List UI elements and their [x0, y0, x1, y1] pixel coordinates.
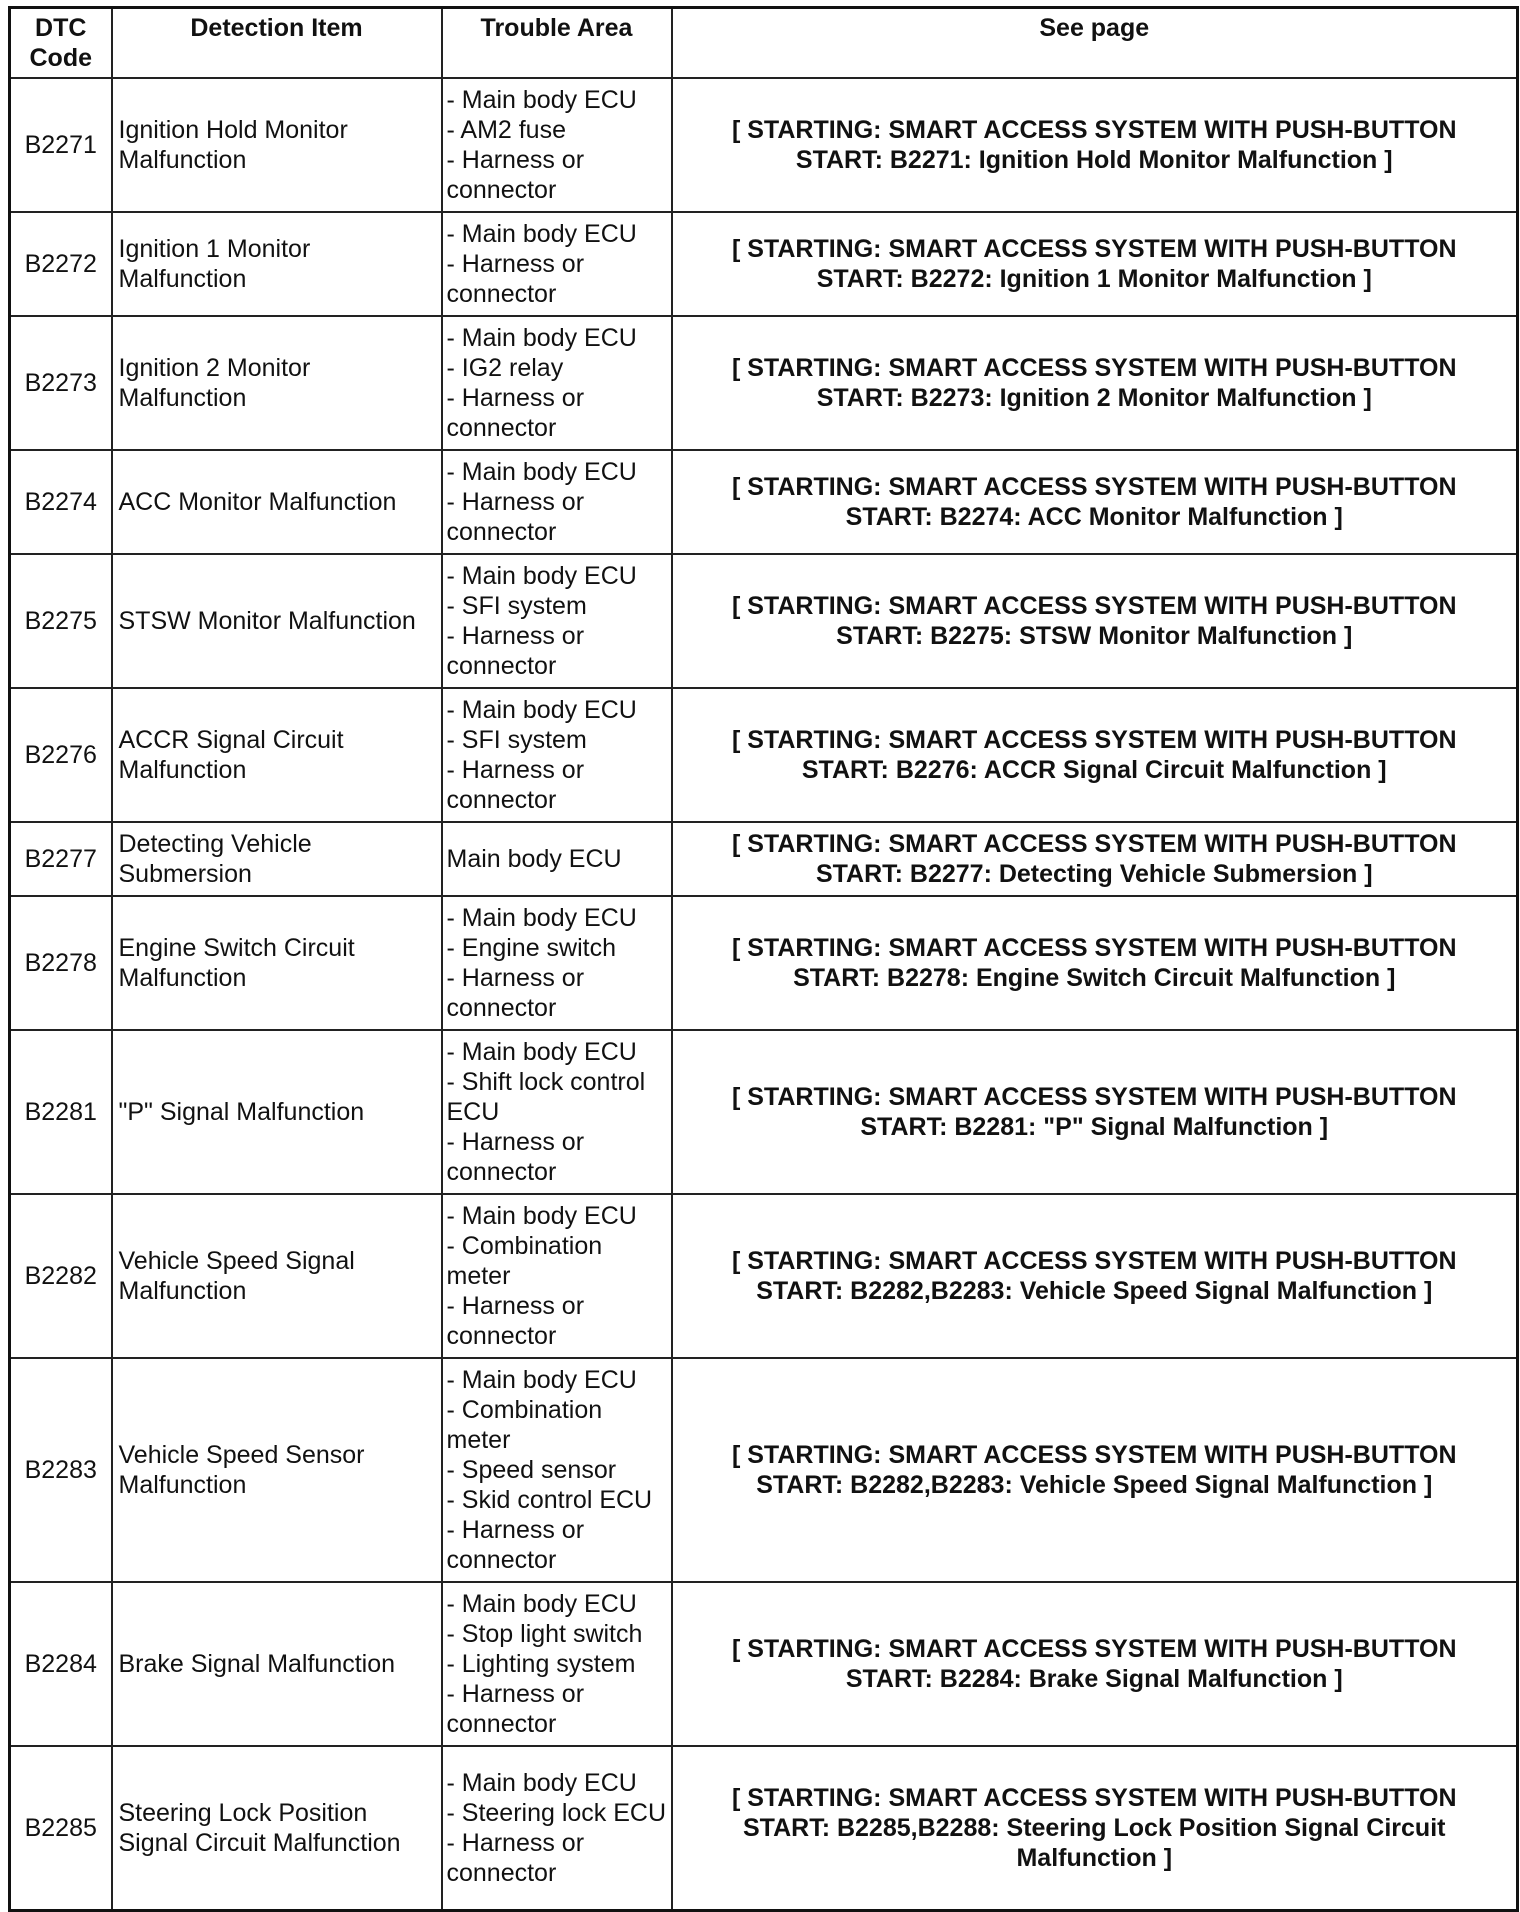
- trouble-area: [442, 316, 672, 450]
- trouble-line: - Main body ECU: [446, 220, 637, 248]
- trouble-area: [442, 1582, 672, 1746]
- detection-item: Steering Lock Position Signal Circuit Malfunction: [112, 1746, 442, 1910]
- see-page-link[interactable]: [ STARTING: SMART ACCESS SYSTEM WITH PUSH-BUTTON START: B2282,B2283: Vehicle Speed Signal Malfunction ]: [672, 1194, 1518, 1358]
- detection-item: Vehicle Speed Sensor Malfunction: [112, 1358, 442, 1582]
- header-dtc-code: DTC Code: [10, 8, 112, 79]
- table-row: [10, 1030, 1518, 1194]
- detection-item: Engine Switch Circuit Malfunction: [112, 896, 442, 1030]
- trouble-line: - Main body ECU: [446, 324, 637, 352]
- table-row: [10, 896, 1518, 1030]
- table-row: [10, 450, 1518, 554]
- dtc-table: [8, 6, 1519, 1912]
- trouble-line: - Shift lock control ECU: [446, 1068, 646, 1126]
- see-page-link[interactable]: [ STARTING: SMART ACCESS SYSTEM WITH PUSH-BUTTON START: B2281: "P" Signal Malfunction ]: [672, 1030, 1518, 1194]
- see-page-link[interactable]: [ STARTING: SMART ACCESS SYSTEM WITH PUSH-BUTTON START: B2271: Ignition Hold Monitor Malfunction ]: [672, 78, 1518, 212]
- trouble-line: - Stop light switch: [446, 1620, 643, 1648]
- dtc-code: B2284: [10, 1582, 112, 1746]
- trouble-line: - Main body ECU: [446, 1038, 637, 1066]
- trouble-line: - Main body ECU: [446, 86, 637, 114]
- see-page-link[interactable]: [ STARTING: SMART ACCESS SYSTEM WITH PUSH-BUTTON START: B2273: Ignition 2 Monitor Malfunction ]: [672, 316, 1518, 450]
- see-page-link[interactable]: [ STARTING: SMART ACCESS SYSTEM WITH PUSH-BUTTON START: B2285,B2288: Steering Lock Position Signal Circuit Malfunction ]: [672, 1746, 1518, 1910]
- trouble-area: [442, 1194, 672, 1358]
- table-row: [10, 554, 1518, 688]
- trouble-line: - Combination meter: [446, 1232, 603, 1290]
- trouble-area: [442, 78, 672, 212]
- detection-item: STSW Monitor Malfunction: [112, 554, 442, 688]
- header-row: [10, 8, 1518, 79]
- trouble-line: - Main body ECU: [446, 562, 637, 590]
- trouble-line: - Main body ECU: [446, 1366, 637, 1394]
- detection-item: Detecting Vehicle Submersion: [112, 822, 442, 896]
- table-row: [10, 1194, 1518, 1358]
- trouble-area: [442, 1358, 672, 1582]
- table-row: [10, 1358, 1518, 1582]
- trouble-area: [442, 1746, 672, 1910]
- trouble-area: [442, 212, 672, 316]
- dtc-code: B2276: [10, 688, 112, 822]
- see-page-link[interactable]: [ STARTING: SMART ACCESS SYSTEM WITH PUSH-BUTTON START: B2282,B2283: Vehicle Speed Signal Malfunction ]: [672, 1358, 1518, 1582]
- dtc-table-container: [8, 6, 1519, 1912]
- trouble-line: - Engine switch: [446, 934, 617, 962]
- detection-item: Brake Signal Malfunction: [112, 1582, 442, 1746]
- trouble-line: - Harness or connector: [446, 1680, 585, 1738]
- dtc-code: B2282: [10, 1194, 112, 1358]
- trouble-line: - SFI system: [446, 592, 587, 620]
- trouble-line: - Harness or connector: [446, 384, 585, 442]
- trouble-line: - Steering lock ECU: [446, 1798, 667, 1827]
- see-page-link[interactable]: [ STARTING: SMART ACCESS SYSTEM WITH PUSH-BUTTON START: B2277: Detecting Vehicle Submersion ]: [672, 822, 1518, 896]
- trouble-line: - Harness or connector: [446, 488, 585, 546]
- table-row: [10, 78, 1518, 212]
- trouble-area: [442, 822, 672, 896]
- table-row: [10, 822, 1518, 896]
- dtc-code: B2273: [10, 316, 112, 450]
- detection-item: "P" Signal Malfunction: [112, 1030, 442, 1194]
- trouble-area: [442, 688, 672, 822]
- header-detection-item: Detection Item: [112, 8, 442, 79]
- detection-item: Ignition 2 Monitor Malfunction: [112, 316, 442, 450]
- trouble-line: - Harness or connector: [446, 964, 585, 1022]
- trouble-area: [442, 554, 672, 688]
- table-row: [10, 316, 1518, 450]
- see-page-link[interactable]: [ STARTING: SMART ACCESS SYSTEM WITH PUSH-BUTTON START: B2272: Ignition 1 Monitor Malfunction ]: [672, 212, 1518, 316]
- trouble-line: - Main body ECU: [446, 696, 637, 724]
- trouble-area: [442, 1030, 672, 1194]
- trouble-line: - Harness or connector: [446, 756, 585, 814]
- trouble-line: - Harness or connector: [446, 1292, 585, 1350]
- table-row: [10, 212, 1518, 316]
- trouble-line: - Main body ECU: [446, 458, 637, 486]
- trouble-line: - Harness or connector: [446, 622, 585, 680]
- header-see-page: See page: [672, 8, 1518, 79]
- trouble-line: - Harness or connector: [446, 250, 585, 308]
- trouble-area: [442, 450, 672, 554]
- detection-item: ACC Monitor Malfunction: [112, 450, 442, 554]
- trouble-area: [442, 896, 672, 1030]
- trouble-line: - Harness or connector: [446, 1128, 585, 1186]
- dtc-code: B2275: [10, 554, 112, 688]
- detection-item: ACCR Signal Circuit Malfunction: [112, 688, 442, 822]
- detection-item: Vehicle Speed Signal Malfunction: [112, 1194, 442, 1358]
- detection-item: Ignition 1 Monitor Malfunction: [112, 212, 442, 316]
- dtc-code: B2278: [10, 896, 112, 1030]
- trouble-line: - Harness or connector: [446, 1828, 585, 1887]
- dtc-code: B2277: [10, 822, 112, 896]
- table-row: [10, 1582, 1518, 1746]
- trouble-line: - Combination meter: [446, 1396, 603, 1454]
- trouble-line: - Main body ECU: [446, 1202, 637, 1230]
- detection-item: Ignition Hold Monitor Malfunction: [112, 78, 442, 212]
- trouble-line: - IG2 relay: [446, 354, 564, 382]
- trouble-line: - Lighting system: [446, 1650, 636, 1678]
- see-page-link[interactable]: [ STARTING: SMART ACCESS SYSTEM WITH PUSH-BUTTON START: B2275: STSW Monitor Malfunction ]: [672, 554, 1518, 688]
- see-page-link[interactable]: [ STARTING: SMART ACCESS SYSTEM WITH PUSH-BUTTON START: B2278: Engine Switch Circuit Malfunction ]: [672, 896, 1518, 1030]
- trouble-line: Main body ECU: [446, 845, 622, 873]
- dtc-code: B2281: [10, 1030, 112, 1194]
- trouble-line: - Harness or connector: [446, 146, 585, 204]
- trouble-line: - AM2 fuse: [446, 116, 566, 144]
- see-page-link[interactable]: [ STARTING: SMART ACCESS SYSTEM WITH PUSH-BUTTON START: B2284: Brake Signal Malfunction ]: [672, 1582, 1518, 1746]
- dtc-code: B2274: [10, 450, 112, 554]
- dtc-code: B2285: [10, 1746, 112, 1910]
- header-trouble-area: Trouble Area: [442, 8, 672, 79]
- see-page-link[interactable]: [ STARTING: SMART ACCESS SYSTEM WITH PUSH-BUTTON START: B2274: ACC Monitor Malfunction ]: [672, 450, 1518, 554]
- see-page-link[interactable]: [ STARTING: SMART ACCESS SYSTEM WITH PUSH-BUTTON START: B2276: ACCR Signal Circuit Malfunction ]: [672, 688, 1518, 822]
- trouble-line: - SFI system: [446, 726, 587, 754]
- trouble-line: - Skid control ECU: [446, 1486, 653, 1514]
- dtc-code: B2271: [10, 78, 112, 212]
- trouble-line: - Speed sensor: [446, 1456, 617, 1484]
- trouble-line: - Main body ECU: [446, 904, 637, 932]
- trouble-line: - Main body ECU: [446, 1590, 637, 1618]
- table-row: [10, 688, 1518, 822]
- table-row: [10, 1746, 1518, 1910]
- trouble-line: - Harness or connector: [446, 1516, 585, 1574]
- dtc-code: B2283: [10, 1358, 112, 1582]
- trouble-line: - Main body ECU: [446, 1768, 637, 1797]
- dtc-code: B2272: [10, 212, 112, 316]
